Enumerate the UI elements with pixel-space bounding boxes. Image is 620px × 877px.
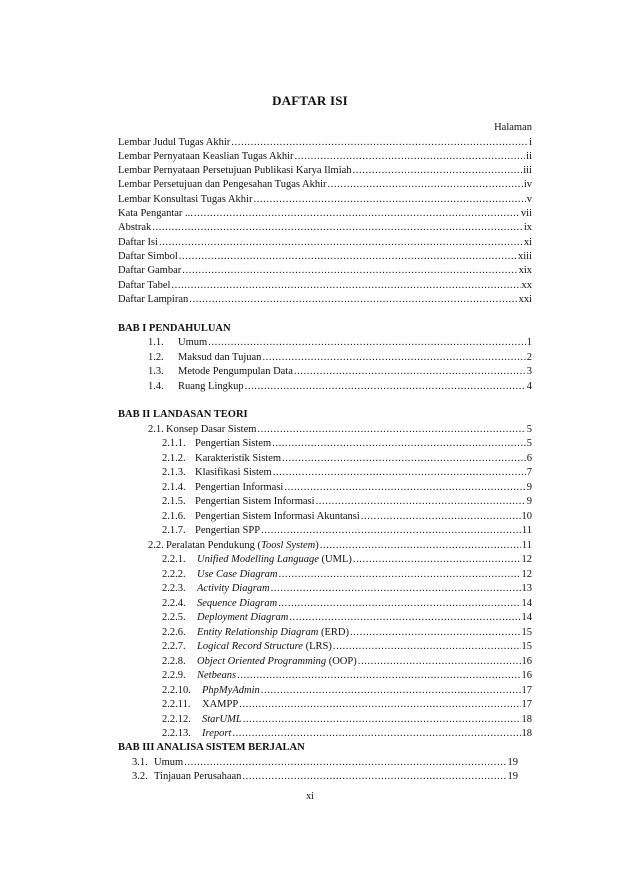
toc-entry[interactable]: Abstrak ..... ix <box>118 221 532 235</box>
chapter-heading: BAB III ANALISA SISTEM BERJALAN <box>118 742 305 753</box>
toc-entry[interactable]: 2.2.5. Deployment Diagram ..... 14 <box>162 611 532 625</box>
toc-entry[interactable]: 1.1. Umum ..... 1 <box>148 336 532 350</box>
toc-entry[interactable]: 2.2.3. Activity Diagram ..... 13 <box>162 582 532 596</box>
toc-entry[interactable]: Daftar Gambar ..... xix <box>118 264 532 278</box>
toc-entry[interactable]: Lembar Pernyataan Persetujuan Publikasi Karya Ilmiah ..... iii <box>118 164 532 178</box>
toc-entry[interactable]: 1.2. Maksud dan Tujuan ..... 2 <box>148 351 532 365</box>
toc-entry[interactable]: 2.2.7. Logical Record Structure (LRS) ..... 15 <box>162 640 532 654</box>
toc-entry[interactable]: Lembar Konsultasi Tugas Akhir ..... v <box>118 193 532 207</box>
toc-entry[interactable]: 1.4. Ruang Lingkup ..... 4 <box>148 380 532 394</box>
toc-entry[interactable]: 2.2.9. Netbeans ..... 16 <box>162 669 532 683</box>
toc-entry[interactable]: 2.1.3. Klasifikasi Sistem ..... 7 <box>162 466 532 480</box>
halaman-label: Halaman <box>494 122 532 133</box>
toc-entry[interactable]: 2.1.1. Pengertian Sistem ..... 5 <box>162 437 532 451</box>
toc-entry[interactable]: Lembar Persetujuan dan Pengesahan Tugas Akhir ..... iv <box>118 178 532 192</box>
toc-entry[interactable]: Daftar Tabel ..... xx <box>118 279 532 293</box>
chapter-heading: BAB I PENDAHULUAN <box>118 323 231 334</box>
toc-entry[interactable]: 2.1.2. Karakteristik Sistem ..... 6 <box>162 452 532 466</box>
toc-entry[interactable]: Daftar Isi ..... xi <box>118 236 532 250</box>
toc-entry[interactable]: 2.2.13. Ireport ..... 18 <box>162 727 532 741</box>
toc-entry[interactable]: Daftar Simbol ..... xiii <box>118 250 532 264</box>
toc-entry[interactable]: 2.1. Konsep Dasar Sistem ..... 5 <box>148 423 532 437</box>
toc-entry[interactable]: 3.2. Tinjauan Perusahaan ..... 19 <box>132 770 518 784</box>
chapter-heading: BAB II LANDASAN TEORI <box>118 409 248 420</box>
toc-entry[interactable]: 2.2.8. Object Oriented Programming (OOP) ..... 16 <box>162 655 532 669</box>
toc-entry[interactable]: 2.2.6. Entity Relationship Diagram (ERD) ..... 15 <box>162 626 532 640</box>
toc-entry[interactable]: Lembar Pernyataan Keaslian Tugas Akhir ..... ii <box>118 150 532 164</box>
toc-entry[interactable]: 2.2.2. Use Case Diagram ..... 12 <box>162 568 532 582</box>
toc-entry[interactable]: 2.1.7. Pengertian SPP ..... 11 <box>162 524 532 538</box>
toc-entry[interactable]: 2.2.4. Sequence Diagram ..... 14 <box>162 597 532 611</box>
page-number: xi <box>306 791 314 802</box>
toc-entry[interactable]: 2.2.12. StarUML ..... 18 <box>162 713 532 727</box>
page-title: DAFTAR ISI <box>272 93 348 108</box>
toc-entry[interactable]: 2.2.1. Unified Modelling Language (UML) ..... 12 <box>162 553 532 567</box>
toc-entry[interactable]: 2.2.11. XAMPP ..... 17 <box>162 698 532 712</box>
toc-entry[interactable]: Daftar Lampiran ..... xxi <box>118 293 532 307</box>
toc-entry[interactable]: 2.1.4. Pengertian Informasi ..... 9 <box>162 481 532 495</box>
toc-entry[interactable]: 2.2. Peralatan Pendukung (Toosl System) ..... 11 <box>148 539 532 553</box>
toc-entry[interactable]: 3.1. Umum ..... 19 <box>132 756 518 770</box>
toc-entry[interactable]: 1.3. Metode Pengumpulan Data ..... 3 <box>148 365 532 379</box>
toc-entry[interactable]: 2.1.5. Pengertian Sistem Informasi ..... 9 <box>162 495 532 509</box>
toc-entry[interactable]: 2.2.10. PhpMyAdmin ..... 17 <box>162 684 532 698</box>
toc-entry[interactable]: Kata Pengantar ... ..... vii <box>118 207 532 221</box>
toc-entry[interactable]: Lembar Judul Tugas Akhir ..... i <box>118 136 532 150</box>
toc-entry[interactable]: 2.1.6. Pengertian Sistem Informasi Akuntansi ..... 10 <box>162 510 532 524</box>
